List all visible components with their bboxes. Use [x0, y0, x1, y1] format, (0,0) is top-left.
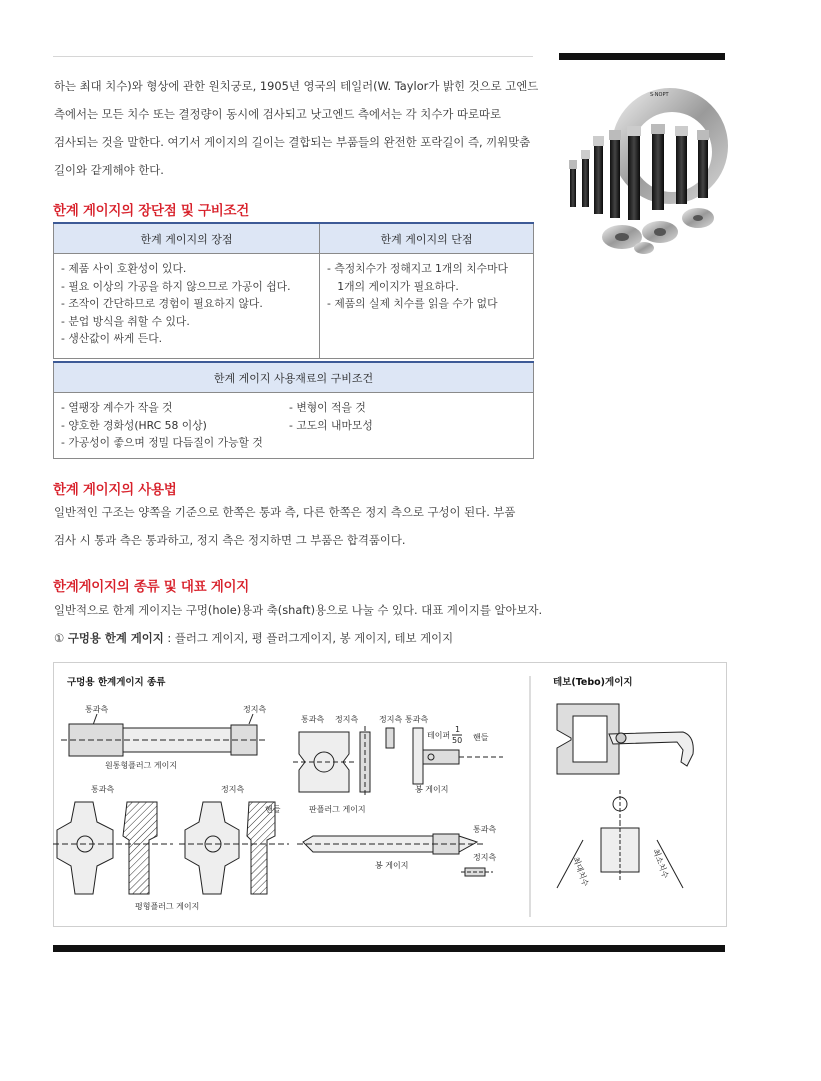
advantage-item: - 필요 이상의 가공을 하지 않으므로 가공이 쉽다. — [61, 279, 291, 293]
material-right-cell — [282, 393, 534, 459]
ring-label: S·NOPT — [650, 92, 669, 98]
label-taper-num: 1 — [455, 725, 461, 734]
bar-gauge-handle — [379, 714, 503, 794]
cylindrical-plug-gauge — [61, 704, 266, 770]
label-go: 통과측 — [405, 715, 429, 724]
pros-cons-table — [53, 222, 534, 359]
advantage-item: - 분업 방식을 취할 수 있다. — [61, 314, 190, 328]
material-item: - 고도의 내마모성 — [289, 418, 373, 432]
hole-gauge-bold: 구멍용 한계 게이지 — [67, 631, 164, 645]
material-left-cell — [54, 393, 283, 459]
flat-plug-gauge — [53, 784, 289, 911]
label-go: 통과측 — [91, 785, 115, 794]
intro-paragraph — [54, 72, 538, 184]
section-title-types: 한계게이지의 종류 및 대표 게이지 — [53, 579, 249, 595]
section-title-pros-cons: 한계 게이지의 장단점 및 구비조건 — [53, 203, 249, 219]
advantage-item: - 제품 사이 호환성이 있다. — [61, 262, 187, 275]
label-bar-gauge: 봉 게이지 — [415, 785, 449, 794]
usage-line: 일반적인 구조는 양쪽을 기준으로 한쪽은 통과 측, 다른 한쪽은 정지 측으로 구성이 된다. 부품 — [54, 505, 516, 519]
label-handle: 핸들 — [473, 733, 489, 742]
material-item: - 열팽장 계수가 작을 것 — [61, 401, 173, 414]
advantage-item: - 생산값이 싸게 든다. — [61, 332, 163, 345]
gauge-figure-drawing — [53, 662, 727, 927]
bottom-divider — [53, 945, 725, 952]
label-handle: 핸들 — [265, 805, 281, 814]
label-nogo: 정지측 — [243, 705, 267, 714]
label-nogo: 정지측 — [379, 715, 403, 724]
long-bar-gauge — [297, 824, 496, 876]
label-taper-den: 50 — [452, 736, 463, 745]
label-plate-plug: 판플러그 게이지 — [309, 805, 366, 814]
types-paragraph — [54, 596, 542, 652]
types-line: 일반적으로 한계 게이지는 구멍(hole)용과 축(shaft)용으로 나눌 수 있다. 대표 게이지를 알아보자. — [54, 603, 543, 617]
disadvantages-cell — [320, 254, 534, 359]
disadvantage-item: - 제품의 실제 치수를 읽을 수가 없다 — [327, 297, 498, 310]
types-line-hole — [54, 624, 542, 652]
material-requirements-table — [53, 361, 534, 459]
advantages-cell — [54, 254, 320, 359]
disadvantage-item: 1개의 게이지가 필요하다. — [327, 279, 459, 293]
intro-line: 검사되는 것을 말한다. 여기서 게이지의 길이는 결합되는 부품들의 완전한 포락길이 즉, 끼워맞춤 — [54, 135, 531, 149]
label-bar-gauge: 봉 게이지 — [375, 861, 409, 870]
advantage-item: - 조작이 간단하므로 경험이 필요하지 않다. — [61, 297, 263, 310]
label-min-dim: 최소치수 — [651, 847, 671, 880]
intro-line: 측에서는 모든 치수 또는 결정량이 동시에 검사되고 낫고엔드 측에서는 각 치수가 따로따로 — [54, 107, 501, 121]
intro-line: 하는 최대 치수)와 형상에 관한 원치궁로, 1905년 영국의 테일러(W. Taylor가 밝힌 것으로 고엔드 — [54, 79, 539, 93]
material-item: - 변형이 적을 것 — [289, 401, 366, 414]
usage-paragraph — [54, 498, 515, 554]
plate-plug-gauge — [293, 714, 370, 814]
advantages-header: 한계 게이지의 장점 — [54, 223, 320, 254]
intro-line: 길이와 같게해야 한다. — [54, 163, 164, 177]
label-go: 통과측 — [85, 705, 109, 714]
hole-gauge-list: : 플러그 게이지, 평 플러그게이지, 봉 게이지, 테보 게이지 — [163, 631, 454, 645]
label-max-dim: 최대치수 — [571, 855, 591, 888]
label-cylindrical-plug: 원통형플러그 게이지 — [105, 761, 178, 770]
section-title-usage: 한계 게이지의 사용법 — [53, 482, 177, 498]
material-header: 한계 게이지 사용재료의 구비조건 — [54, 362, 534, 393]
label-taper: 테이퍼 — [427, 731, 451, 740]
label-nogo: 정지측 — [473, 853, 497, 862]
usage-line: 검사 시 통과 측은 통과하고, 정지 측은 정지하면 그 부품은 합격품이다. — [54, 533, 406, 547]
label-nogo: 정지측 — [221, 785, 245, 794]
label-go: 통과측 — [473, 825, 497, 834]
label-flat-plug: 평형플러그 게이지 — [135, 902, 200, 911]
disadvantage-item: - 측정치수가 정해지고 1개의 치수마다 — [327, 262, 508, 275]
figure-right-title: 테보(Tebo)게이지 — [553, 677, 633, 688]
tebo-gauge — [557, 704, 693, 888]
top-divider — [53, 56, 533, 57]
material-item: - 양호한 경화성(HRC 58 이상) — [61, 418, 207, 432]
figure-left-title: 구멍용 한계게이지 종류 — [67, 677, 166, 688]
label-nogo: 정지측 — [335, 715, 359, 724]
disadvantages-header: 한계 게이지의 단점 — [320, 223, 534, 254]
circled-number: ① — [54, 631, 68, 645]
material-item: - 가공성이 좋으며 정밀 다듬질이 가능할 것 — [61, 436, 263, 449]
sidebar-top-bar — [559, 53, 725, 60]
label-go: 통과측 — [301, 715, 325, 724]
gauge-product-photo — [560, 72, 728, 258]
